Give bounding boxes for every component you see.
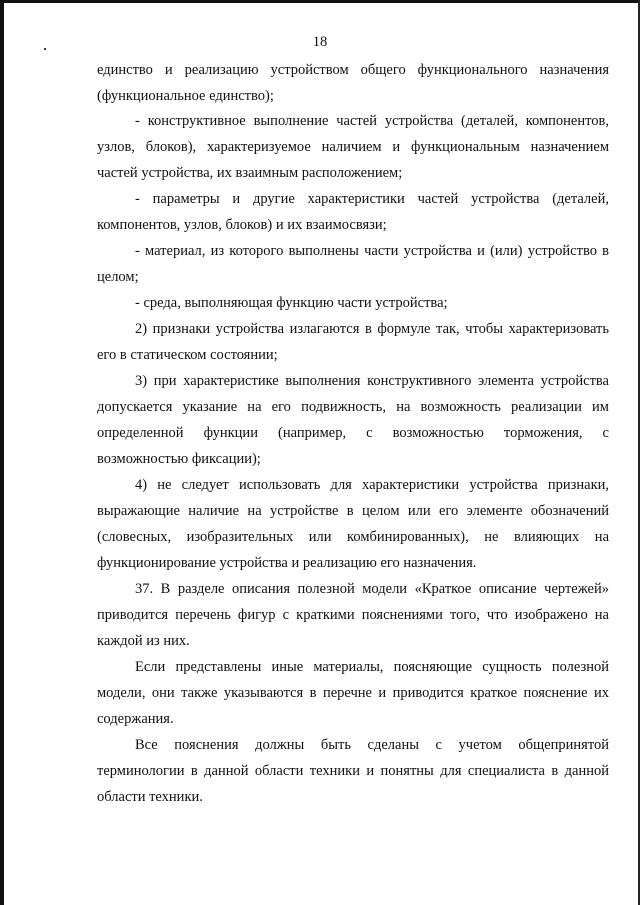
text-line: компонентов, узлов, блоков) и их взаимосвязи; (97, 217, 387, 233)
text-line: Если представлены иные материалы, поясняющие сущность полезной (135, 659, 609, 675)
text-line: приводится перечень фигур с краткими пояснениями того, что изображено на (97, 607, 609, 623)
text-line: допускается указание на его подвижность, на возможность реализации им (97, 399, 609, 415)
text-line: каждой из них. (97, 633, 190, 649)
page-number: 18 (312, 34, 328, 50)
text-line: модели, они также указываются в перечне и приводится краткое пояснение их (97, 685, 609, 701)
text-line: возможностью фиксации); (97, 451, 261, 467)
text-line: - параметры и другие характеристики частей устройства (деталей, (135, 191, 609, 207)
text-line: функционирование устройства и реализацию его назначения. (97, 555, 477, 571)
text-line: 3) при характеристике выполнения конструктивного элемента устройства (135, 373, 609, 389)
text-line: - материал, из которого выполнены части устройства и (или) устройство в (135, 243, 609, 259)
text-line: частей устройства, их взаимным расположением; (97, 165, 403, 181)
text-line: Все пояснения должны быть сделаны с учетом общепринятой (135, 737, 609, 753)
text-line: - среда, выполняющая функцию части устройства; (135, 295, 448, 311)
scan-border-top (0, 0, 640, 3)
text-line: единство и реализацию устройством общего функционального назначения (97, 62, 609, 78)
text-line: целом; (97, 269, 139, 285)
text-line: 37. В разделе описания полезной модели «Краткое описание чертежей» (135, 581, 609, 597)
text-line: его в статическом состоянии; (97, 347, 278, 363)
text-line: определенной функции (например, с возможностью торможения, с (97, 425, 609, 441)
text-line: (словесных, изобразительных или комбинированных), не влияющих на (97, 529, 609, 545)
text-line: терминологии в данной области техники и понятны для специалиста в данной (97, 763, 609, 779)
text-line: выражающие наличие на устройстве в целом или его элементе обозначений (97, 503, 609, 519)
text-line: узлов, блоков), характеризуемое наличием и функциональным назначением (97, 139, 609, 155)
text-line: - конструктивное выполнение частей устройства (деталей, компонентов, (135, 113, 609, 129)
text-line: (функциональное единство); (97, 88, 274, 104)
scan-border-left (0, 0, 4, 905)
text-line: 4) не следует использовать для характеристики устройства признаки, (135, 477, 609, 493)
text-line: 2) признаки устройства излагаются в формуле так, чтобы характеризовать (135, 321, 609, 337)
text-line: области техники. (97, 789, 203, 805)
text-line: содержания. (97, 711, 174, 727)
